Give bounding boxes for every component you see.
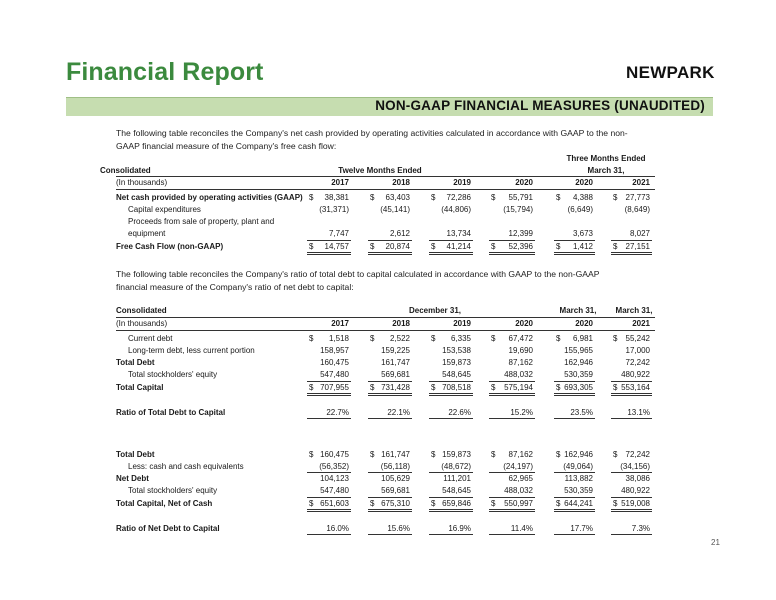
cell-value: 6,335 [450, 334, 471, 343]
cell-value: (15,794) [503, 205, 533, 214]
table2-total-rule [368, 393, 412, 396]
table2-total-rule [611, 393, 652, 396]
cell-value: 87,162 [508, 358, 533, 367]
row-label: Total stockholders' equity [128, 370, 218, 379]
page-number: 21 [711, 538, 720, 547]
cell-value: 19,690 [508, 346, 533, 355]
table2-intro-line2: financial measure of the Company's ratio of net debt to capital: [116, 282, 354, 292]
dollar-sign: $ [613, 499, 618, 508]
cell-value: (44,806) [441, 205, 471, 214]
cell-value: 7.3% [631, 524, 650, 533]
cell-value: 7,747 [328, 229, 349, 238]
table2-total-rule [489, 393, 535, 396]
table1-total-rule [489, 252, 535, 255]
row-label: Net Debt [116, 474, 149, 483]
cell-value: 63,403 [385, 193, 410, 202]
cell-value: 659,846 [442, 499, 471, 508]
cell-value: 160,475 [320, 358, 349, 367]
cell-value: (6,649) [567, 205, 593, 214]
table2-ratio-rule [307, 534, 351, 535]
row-label: Total Capital, Net of Cash [116, 499, 213, 508]
cell-value: 38,381 [324, 193, 349, 202]
cell-value: 17,000 [625, 346, 650, 355]
cell-value: 159,873 [442, 450, 471, 459]
table2-year-header: 2019 [453, 319, 471, 328]
dollar-sign: $ [613, 242, 618, 251]
cell-value: (45,141) [380, 205, 410, 214]
table2-ratio-rule [611, 418, 652, 419]
cell-value: 113,882 [564, 474, 593, 483]
cell-value: 160,475 [320, 450, 349, 459]
cell-value: 162,946 [564, 450, 593, 459]
table2-total-rule [554, 509, 595, 512]
cell-value: 651,603 [320, 499, 349, 508]
dollar-sign: $ [370, 193, 375, 202]
cell-value: 519,008 [621, 499, 650, 508]
dollar-sign: $ [556, 242, 561, 251]
table2-ratio-rule [554, 418, 595, 419]
dollar-sign: $ [431, 383, 436, 392]
cell-value: (56,352) [319, 462, 349, 471]
cell-value: 87,162 [508, 450, 533, 459]
dollar-sign: $ [613, 383, 618, 392]
table2-total-rule [489, 509, 535, 512]
table1-in-thousands: (In thousands) [116, 178, 168, 187]
cell-value: 644,241 [564, 499, 593, 508]
table2-total-rule [429, 509, 473, 512]
cell-value: (34,156) [620, 462, 650, 471]
cell-value: 14,757 [324, 242, 349, 251]
cell-value: 530,359 [564, 370, 593, 379]
table2-year-header: 2018 [392, 319, 410, 328]
cell-value: 548,645 [442, 486, 471, 495]
table2-ratio-rule [489, 418, 535, 419]
cell-value: 3,673 [572, 229, 593, 238]
cell-value: 62,965 [508, 474, 533, 483]
dollar-sign: $ [309, 193, 314, 202]
dollar-sign: $ [613, 334, 618, 343]
dollar-sign: $ [491, 383, 496, 392]
dollar-sign: $ [431, 242, 436, 251]
cell-value: 23.5% [570, 408, 593, 417]
table2-ratio-rule [307, 418, 351, 419]
table1-year-header: 2020 [575, 178, 593, 187]
dollar-sign: $ [309, 499, 314, 508]
cell-value: 104,123 [320, 474, 349, 483]
table2-total-rule [554, 393, 595, 396]
cell-value: 707,955 [320, 383, 349, 392]
row-label: Ratio of Net Debt to Capital [116, 524, 220, 533]
cell-value: 111,201 [443, 474, 471, 483]
cell-value: 159,225 [381, 346, 410, 355]
cell-value: 161,747 [381, 450, 410, 459]
table1-group-q2: March 31, [587, 166, 625, 175]
dollar-sign: $ [431, 450, 436, 459]
cell-value: 15.6% [387, 524, 410, 533]
table1-total-rule [554, 252, 595, 255]
row-label: Current debt [128, 334, 173, 343]
cell-value: (31,371) [319, 205, 349, 214]
cell-value: 16.0% [326, 524, 349, 533]
table2-year-header: 2021 [632, 319, 650, 328]
section-banner [66, 97, 713, 116]
dollar-sign: $ [491, 450, 496, 459]
table2-year-header: 2020 [515, 319, 533, 328]
cell-value: 55,242 [625, 334, 650, 343]
cell-value: 4,388 [572, 193, 593, 202]
dollar-sign: $ [309, 450, 314, 459]
table2-ratio-rule [554, 534, 595, 535]
cell-value: 480,922 [621, 486, 650, 495]
table1-year-header: 2021 [632, 178, 650, 187]
cell-value: 708,518 [442, 383, 471, 392]
cell-value: 55,791 [508, 193, 533, 202]
table1-total-rule [611, 252, 652, 255]
dollar-sign: $ [370, 450, 375, 459]
table2-ratio-rule [368, 534, 412, 535]
row-label: equipment [128, 229, 166, 238]
table1-year-header: 2018 [392, 178, 410, 187]
row-label: Proceeds from sale of property, plant and [128, 217, 275, 226]
cell-value: 105,629 [381, 474, 410, 483]
cell-value: 16.9% [448, 524, 471, 533]
cell-value: 1,412 [572, 242, 593, 251]
dollar-sign: $ [309, 383, 314, 392]
row-label: Less: cash and cash equivalents [128, 462, 244, 471]
table2-year-header: 2017 [331, 319, 349, 328]
table2-total-rule [307, 393, 351, 396]
cell-value: 731,428 [381, 383, 410, 392]
dollar-sign: $ [370, 242, 375, 251]
dollar-sign: $ [556, 334, 561, 343]
dollar-sign: $ [556, 383, 561, 392]
cell-value: 41,214 [446, 242, 471, 251]
cell-value: (56,118) [380, 462, 410, 471]
table2-year-header: 2020 [575, 319, 593, 328]
table1-header-rule-2 [116, 189, 655, 190]
dollar-sign: $ [431, 334, 436, 343]
cell-value: 2,522 [389, 334, 410, 343]
table1-total-rule [307, 252, 351, 255]
table1-total-rule [429, 252, 473, 255]
cell-value: 22.7% [326, 408, 349, 417]
table2-total-rule [368, 509, 412, 512]
cell-value: 52,396 [508, 242, 533, 251]
cell-value: 547,480 [320, 370, 349, 379]
table1-intro-line2: GAAP financial measure of the Company's free cash flow: [116, 141, 337, 151]
cell-value: 575,194 [504, 383, 533, 392]
table2-ratio-rule [611, 534, 652, 535]
table2-total-rule [611, 509, 652, 512]
cell-value: 67,472 [508, 334, 533, 343]
table2-in-thousands: (In thousands) [116, 319, 168, 328]
cell-value: 6,981 [572, 334, 593, 343]
cell-value: 22.6% [448, 408, 471, 417]
cell-value: 547,480 [320, 486, 349, 495]
banner-text: NON-GAAP FINANCIAL MEASURES (UNAUDITED) [375, 98, 705, 113]
cell-value: 153,538 [442, 346, 471, 355]
dollar-sign: $ [431, 499, 436, 508]
cell-value: 569,681 [381, 486, 410, 495]
cell-value: 158,957 [320, 346, 349, 355]
cell-value: 1,518 [328, 334, 349, 343]
dollar-sign: $ [556, 499, 561, 508]
table2-ratio-rule [429, 534, 473, 535]
cell-value: 27,151 [625, 242, 650, 251]
table2-header-rule-2 [116, 330, 655, 331]
cell-value: 162,946 [564, 358, 593, 367]
cell-value: 72,242 [625, 450, 650, 459]
dollar-sign: $ [491, 334, 496, 343]
cell-value: 693,305 [564, 383, 593, 392]
dollar-sign: $ [431, 193, 436, 202]
dollar-sign: $ [556, 450, 561, 459]
table1-year-header: 2020 [515, 178, 533, 187]
cell-value: (8,649) [624, 205, 650, 214]
cell-value: 17.7% [570, 524, 593, 533]
cell-value: 161,747 [381, 358, 410, 367]
cell-value: 2,612 [389, 229, 410, 238]
row-label: Long-term debt, less current portion [128, 346, 255, 355]
cell-value: 15.2% [510, 408, 533, 417]
table2-total-rule [307, 509, 351, 512]
cell-value: 13.1% [627, 408, 650, 417]
cell-value: 11.4% [510, 524, 533, 533]
table2-total-rule [429, 393, 473, 396]
table2-consolidated: Consolidated [116, 306, 167, 315]
cell-value: 38,086 [625, 474, 650, 483]
row-label: Free Cash Flow (non-GAAP) [116, 242, 224, 251]
table2-group-main: December 31, [408, 306, 462, 315]
table2-ratio-rule [368, 418, 412, 419]
cell-value: 8,027 [629, 229, 650, 238]
row-label: Total Debt [116, 358, 155, 367]
cell-value: 155,965 [564, 346, 593, 355]
table1-consolidated: Consolidated [100, 166, 151, 175]
cell-value: 488,032 [504, 486, 533, 495]
cell-value: 20,874 [385, 242, 410, 251]
cell-value: 13,734 [446, 229, 471, 238]
dollar-sign: $ [613, 450, 618, 459]
dollar-sign: $ [370, 383, 375, 392]
company-logo: NEWPARK [626, 63, 715, 82]
dollar-sign: $ [309, 334, 314, 343]
dollar-sign: $ [309, 242, 314, 251]
cell-value: (49,064) [563, 462, 593, 471]
cell-value: 530,359 [564, 486, 593, 495]
cell-value: 675,310 [381, 499, 410, 508]
cell-value: 553,164 [621, 383, 650, 392]
page-title: Financial Report [66, 58, 264, 86]
dollar-sign: $ [370, 334, 375, 343]
row-label: Total stockholders' equity [128, 486, 218, 495]
cell-value: 27,773 [625, 193, 650, 202]
dollar-sign: $ [491, 242, 496, 251]
table2-intro [116, 268, 599, 294]
table1-intro [116, 127, 628, 153]
row-label: Total Debt [116, 450, 155, 459]
dollar-sign: $ [556, 193, 561, 202]
table1-year-header: 2019 [453, 178, 471, 187]
dollar-sign: $ [613, 193, 618, 202]
cell-value: 159,873 [442, 358, 471, 367]
cell-value: 72,286 [446, 193, 471, 202]
table1-year-header: 2017 [331, 178, 349, 187]
cell-value: 22.1% [387, 408, 410, 417]
table2-ratio-rule [489, 534, 535, 535]
dollar-sign: $ [370, 499, 375, 508]
table1-group-main: Twelve Months Ended [338, 166, 422, 175]
cell-value: 548,645 [442, 370, 471, 379]
row-label: Net cash provided by operating activities (GAAP) [116, 193, 303, 202]
table1-intro-line1: The following table reconciles the Company's net cash provided by operating activities calculated in accordance with GAAP to the non- [116, 128, 628, 138]
cell-value: 569,681 [381, 370, 410, 379]
cell-value: 480,922 [621, 370, 650, 379]
table2-intro-line1: The following table reconciles the Company's ratio of total debt to capital calculated in accordance with GAAP to the non-GAAP [116, 269, 600, 279]
row-label: Ratio of Total Debt to Capital [116, 408, 226, 417]
row-label: Capital expenditures [128, 205, 201, 214]
table2-group-q2: March 31, [615, 306, 653, 315]
table1-total-rule [368, 252, 412, 255]
table2-ratio-rule [429, 418, 473, 419]
cell-value: 12,399 [508, 229, 533, 238]
cell-value: 488,032 [504, 370, 533, 379]
cell-value: (24,197) [503, 462, 533, 471]
table1-group-q1: Three Months Ended [566, 154, 646, 163]
cell-value: 550,997 [504, 499, 533, 508]
cell-value: 72,242 [625, 358, 650, 367]
cell-value: (48,672) [441, 462, 471, 471]
dollar-sign: $ [491, 193, 496, 202]
table2-group-q1: March 31, [559, 306, 597, 315]
row-label: Total Capital [116, 383, 164, 392]
dollar-sign: $ [491, 499, 496, 508]
